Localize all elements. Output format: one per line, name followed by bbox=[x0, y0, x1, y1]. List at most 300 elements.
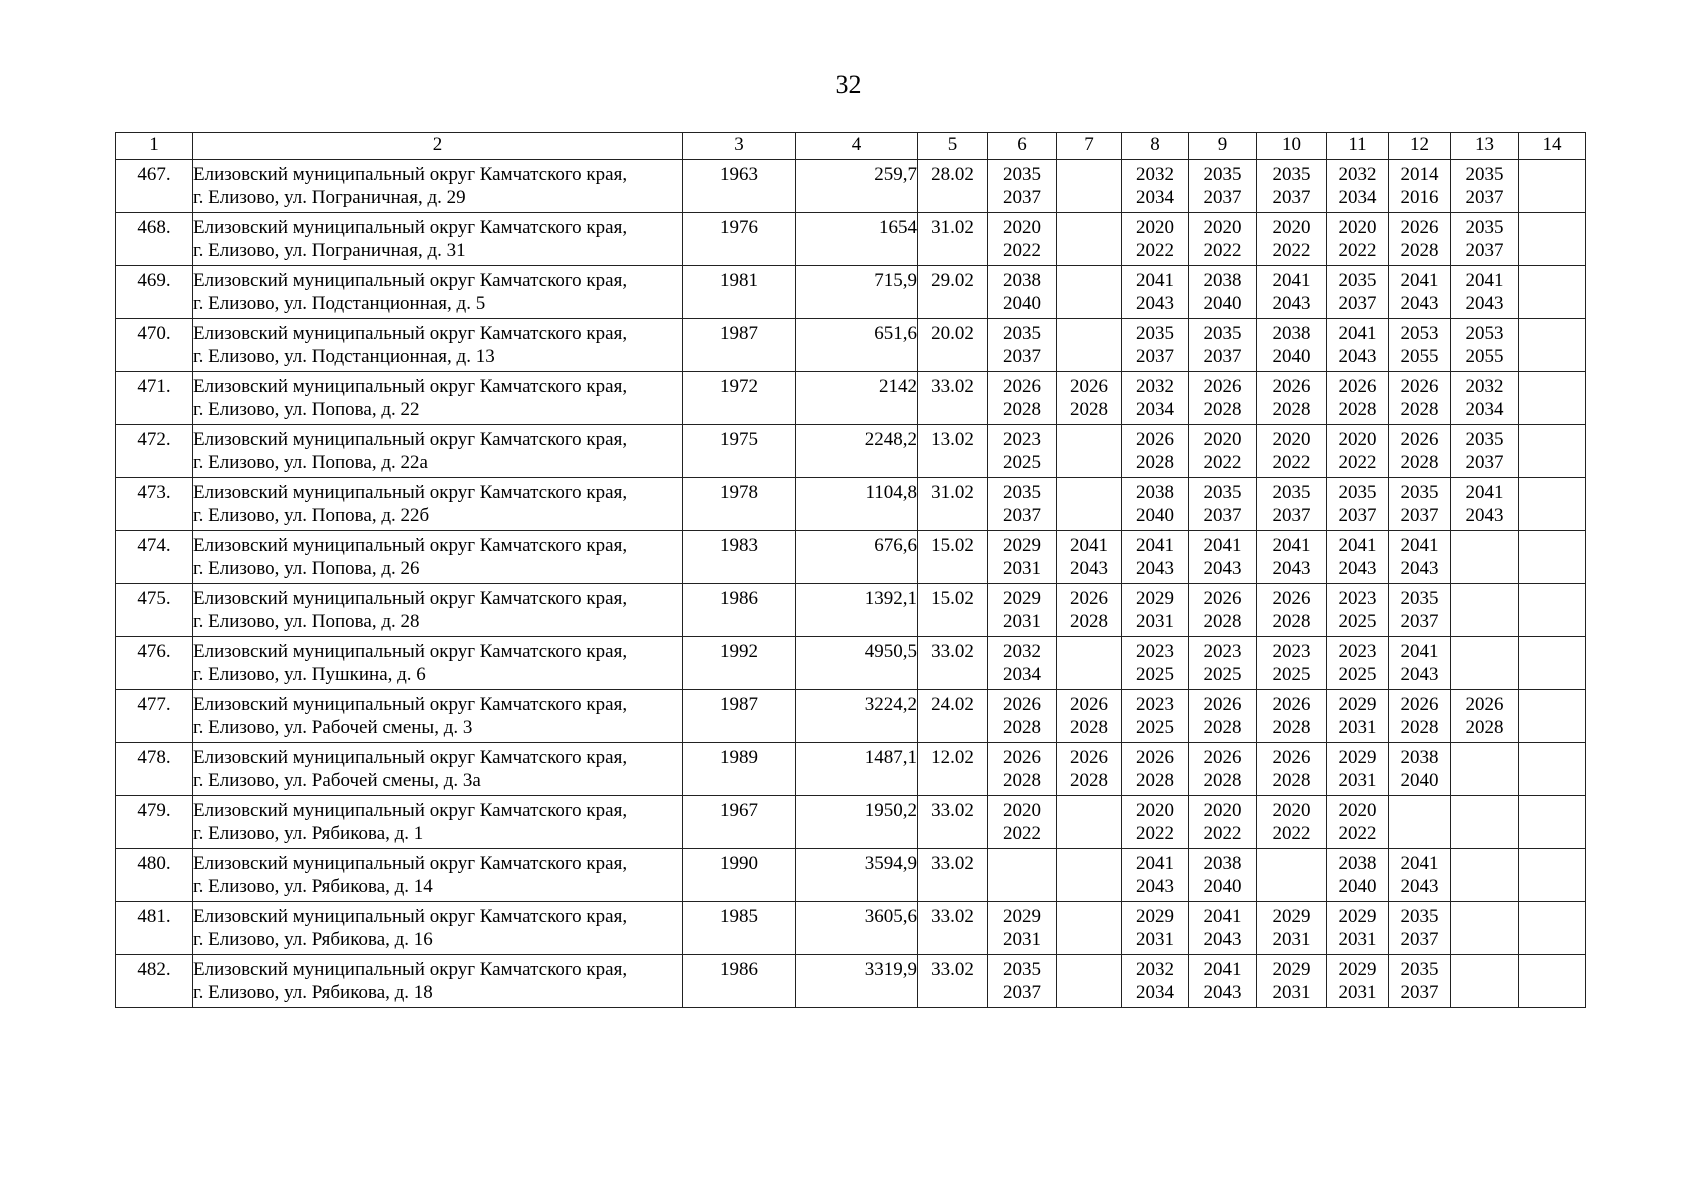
period-cell-c10-line: 2028 bbox=[1272, 770, 1311, 791]
period-cell-c12-line: 2035 bbox=[1400, 588, 1439, 609]
address-cell-line: г. Елизово, ул. Попова, д. 22а bbox=[193, 452, 428, 473]
page-number: 32 bbox=[835, 70, 862, 99]
period-cell-c8 bbox=[1122, 690, 1189, 743]
row-number-cell-line: 471. bbox=[137, 376, 171, 397]
period-cell-c6 bbox=[988, 372, 1057, 425]
table-row bbox=[116, 743, 1586, 796]
period-cell-c11-line: 2031 bbox=[1338, 982, 1377, 1003]
period-cell-c13-line: 2037 bbox=[1465, 240, 1504, 261]
area-cell bbox=[796, 849, 918, 902]
area-cell-line: 3319,9 bbox=[864, 959, 917, 980]
period-cell-c9 bbox=[1189, 637, 1257, 690]
period-cell-c12-line: 2026 bbox=[1400, 429, 1439, 450]
period-cell-c9 bbox=[1189, 902, 1257, 955]
address-cell-line: Елизовский муниципальный округ Камчатского края, bbox=[193, 641, 628, 662]
period-cell-c11 bbox=[1327, 796, 1389, 849]
address-cell bbox=[193, 902, 683, 955]
period-cell-c6 bbox=[988, 266, 1057, 319]
period-cell-c14 bbox=[1519, 902, 1586, 955]
table-row bbox=[116, 213, 1586, 266]
area-cell bbox=[796, 902, 918, 955]
code-cell-line: 12.02 bbox=[931, 747, 974, 768]
period-cell-c7-line: 2026 bbox=[1070, 747, 1108, 768]
period-cell-c10 bbox=[1257, 637, 1327, 690]
year-built-cell bbox=[683, 902, 796, 955]
period-cell-c10 bbox=[1257, 743, 1327, 796]
period-cell-c11 bbox=[1327, 743, 1389, 796]
period-cell-c14 bbox=[1519, 637, 1586, 690]
period-cell-c11-line: 2031 bbox=[1338, 717, 1377, 738]
period-cell-c7-line: 2028 bbox=[1070, 717, 1108, 738]
code-cell bbox=[918, 266, 988, 319]
column-header: 2 bbox=[193, 133, 683, 160]
period-cell-c12-line: 2028 bbox=[1400, 240, 1439, 261]
year-built-cell bbox=[683, 372, 796, 425]
period-cell-c9-line: 2026 bbox=[1203, 588, 1242, 609]
period-cell-c8 bbox=[1122, 902, 1189, 955]
period-cell-c6-line: 2037 bbox=[1003, 346, 1041, 367]
year-built-cell-line: 1967 bbox=[720, 800, 758, 821]
code-cell bbox=[918, 637, 988, 690]
table-row bbox=[116, 160, 1586, 213]
period-cell-c12-line: 2040 bbox=[1400, 770, 1439, 791]
code-cell bbox=[918, 531, 988, 584]
period-cell-c13-line: 2026 bbox=[1465, 694, 1504, 715]
year-built-cell bbox=[683, 796, 796, 849]
address-cell-line: Елизовский муниципальный округ Камчатского края, bbox=[193, 853, 628, 874]
row-number-cell-line: 480. bbox=[137, 853, 171, 874]
period-cell-c13 bbox=[1451, 160, 1519, 213]
row-number-cell-line: 478. bbox=[137, 747, 171, 768]
area-cell bbox=[796, 637, 918, 690]
period-cell-c10-line: 2028 bbox=[1272, 399, 1311, 420]
period-cell-c12 bbox=[1389, 849, 1451, 902]
period-cell-c11 bbox=[1327, 902, 1389, 955]
area-cell bbox=[796, 319, 918, 372]
table-row bbox=[116, 690, 1586, 743]
period-cell-c11-line: 2026 bbox=[1338, 376, 1377, 397]
address-cell-line: Елизовский муниципальный округ Камчатского края, bbox=[193, 588, 628, 609]
address-cell-line: Елизовский муниципальный округ Камчатского края, bbox=[193, 217, 628, 238]
period-cell-c9-line: 2020 bbox=[1203, 800, 1242, 821]
area-cell-line: 3594,9 bbox=[864, 853, 917, 874]
period-cell-c13-line: 2032 bbox=[1465, 376, 1504, 397]
period-cell-c9-line: 2028 bbox=[1203, 717, 1242, 738]
period-cell-c7 bbox=[1057, 266, 1122, 319]
period-cell-c13-line: 2055 bbox=[1465, 346, 1504, 367]
period-cell-c9-line: 2026 bbox=[1203, 694, 1242, 715]
period-cell-c6 bbox=[988, 902, 1057, 955]
period-cell-c11-line: 2037 bbox=[1338, 505, 1377, 526]
period-cell-c6-line: 2031 bbox=[1003, 558, 1041, 579]
period-cell-c13 bbox=[1451, 372, 1519, 425]
address-cell bbox=[193, 796, 683, 849]
area-cell-line: 1950,2 bbox=[864, 800, 917, 821]
address-cell-line: Елизовский муниципальный округ Камчатского края, bbox=[193, 747, 628, 768]
table-row bbox=[116, 319, 1586, 372]
column-header: 6 bbox=[988, 133, 1057, 160]
period-cell-c6-line: 2035 bbox=[1003, 482, 1041, 503]
period-cell-c9-line: 2028 bbox=[1203, 399, 1242, 420]
year-built-cell bbox=[683, 266, 796, 319]
period-cell-c9-line: 2041 bbox=[1203, 959, 1242, 980]
period-cell-c10-line: 2026 bbox=[1272, 376, 1311, 397]
year-built-cell bbox=[683, 690, 796, 743]
period-cell-c13 bbox=[1451, 319, 1519, 372]
period-cell-c7-line: 2028 bbox=[1070, 611, 1108, 632]
period-cell-c9-line: 2020 bbox=[1203, 429, 1242, 450]
row-number-cell-line: 469. bbox=[137, 270, 171, 291]
row-number-cell-line: 476. bbox=[137, 641, 171, 662]
period-cell-c10 bbox=[1257, 425, 1327, 478]
column-header: 4 bbox=[796, 133, 918, 160]
period-cell-c14 bbox=[1519, 690, 1586, 743]
period-cell-c9-line: 2035 bbox=[1203, 323, 1242, 344]
period-cell-c9-line: 2022 bbox=[1203, 823, 1242, 844]
year-built-cell-line: 1987 bbox=[720, 323, 758, 344]
period-cell-c13 bbox=[1451, 266, 1519, 319]
period-cell-c11 bbox=[1327, 584, 1389, 637]
row-number-cell bbox=[116, 319, 193, 372]
period-cell-c8 bbox=[1122, 849, 1189, 902]
period-cell-c8-line: 2034 bbox=[1136, 982, 1174, 1003]
period-cell-c7 bbox=[1057, 637, 1122, 690]
address-cell bbox=[193, 584, 683, 637]
period-cell-c12 bbox=[1389, 584, 1451, 637]
column-header: 13 bbox=[1451, 133, 1519, 160]
period-cell-c13-line: 2034 bbox=[1465, 399, 1504, 420]
column-header: 8 bbox=[1122, 133, 1189, 160]
period-cell-c12-line: 2043 bbox=[1400, 558, 1439, 579]
period-cell-c10-line: 2022 bbox=[1272, 240, 1311, 261]
housing-register-table bbox=[115, 132, 1586, 1008]
table-row bbox=[116, 266, 1586, 319]
period-cell-c13 bbox=[1451, 531, 1519, 584]
period-cell-c8 bbox=[1122, 213, 1189, 266]
period-cell-c9 bbox=[1189, 690, 1257, 743]
area-cell-line: 259,7 bbox=[874, 164, 917, 185]
period-cell-c11-line: 2032 bbox=[1338, 164, 1377, 185]
period-cell-c12-line: 2041 bbox=[1400, 641, 1439, 662]
period-cell-c9 bbox=[1189, 372, 1257, 425]
period-cell-c11-line: 2025 bbox=[1338, 664, 1377, 685]
period-cell-c13-line: 2043 bbox=[1465, 505, 1504, 526]
period-cell-c6-line: 2028 bbox=[1003, 770, 1041, 791]
period-cell-c10-line: 2031 bbox=[1272, 982, 1311, 1003]
period-cell-c8-line: 2034 bbox=[1136, 187, 1174, 208]
period-cell-c11-line: 2023 bbox=[1338, 641, 1377, 662]
period-cell-c7-line: 2041 bbox=[1070, 535, 1108, 556]
period-cell-c12 bbox=[1389, 478, 1451, 531]
period-cell-c8-line: 2029 bbox=[1136, 588, 1174, 609]
period-cell-c9-line: 2037 bbox=[1203, 346, 1242, 367]
period-cell-c13-line: 2035 bbox=[1465, 164, 1504, 185]
address-cell-line: г. Елизово, ул. Пограничная, д. 31 bbox=[193, 240, 466, 261]
address-cell bbox=[193, 955, 683, 1008]
period-cell-c11-line: 2035 bbox=[1338, 270, 1377, 291]
period-cell-c6-line: 2035 bbox=[1003, 164, 1041, 185]
period-cell-c12-line: 2037 bbox=[1400, 929, 1439, 950]
row-number-cell bbox=[116, 955, 193, 1008]
year-built-cell-line: 1987 bbox=[720, 694, 758, 715]
period-cell-c12-line: 2041 bbox=[1400, 535, 1439, 556]
period-cell-c11-line: 2025 bbox=[1338, 611, 1377, 632]
period-cell-c9-line: 2043 bbox=[1203, 982, 1242, 1003]
period-cell-c14 bbox=[1519, 796, 1586, 849]
area-cell bbox=[796, 743, 918, 796]
period-cell-c9-line: 2043 bbox=[1203, 929, 1242, 950]
year-built-cell-line: 1990 bbox=[720, 853, 758, 874]
period-cell-c12 bbox=[1389, 266, 1451, 319]
period-cell-c8 bbox=[1122, 637, 1189, 690]
row-number-cell-line: 473. bbox=[137, 482, 171, 503]
period-cell-c12-line: 2035 bbox=[1400, 482, 1439, 503]
column-header: 10 bbox=[1257, 133, 1327, 160]
row-number-cell bbox=[116, 478, 193, 531]
period-cell-c8-line: 2034 bbox=[1136, 399, 1174, 420]
address-cell-line: г. Елизово, ул. Попова, д. 26 bbox=[193, 558, 420, 579]
address-cell bbox=[193, 637, 683, 690]
period-cell-c10 bbox=[1257, 584, 1327, 637]
period-cell-c7 bbox=[1057, 425, 1122, 478]
period-cell-c13 bbox=[1451, 478, 1519, 531]
period-cell-c9-line: 2038 bbox=[1203, 853, 1242, 874]
period-cell-c12-line: 2035 bbox=[1400, 959, 1439, 980]
period-cell-c12 bbox=[1389, 372, 1451, 425]
period-cell-c12-line: 2028 bbox=[1400, 399, 1439, 420]
period-cell-c6-line: 2026 bbox=[1003, 747, 1041, 768]
period-cell-c11 bbox=[1327, 372, 1389, 425]
area-cell-line: 3224,2 bbox=[864, 694, 917, 715]
period-cell-c8 bbox=[1122, 478, 1189, 531]
period-cell-c9 bbox=[1189, 743, 1257, 796]
period-cell-c10-line: 2043 bbox=[1272, 558, 1311, 579]
column-header: 14 bbox=[1519, 133, 1586, 160]
row-number-cell bbox=[116, 690, 193, 743]
period-cell-c10-line: 2022 bbox=[1272, 452, 1311, 473]
code-cell-line: 33.02 bbox=[931, 800, 974, 821]
period-cell-c6-line: 2029 bbox=[1003, 535, 1041, 556]
period-cell-c9 bbox=[1189, 160, 1257, 213]
period-cell-c7 bbox=[1057, 584, 1122, 637]
period-cell-c10-line: 2041 bbox=[1272, 535, 1311, 556]
period-cell-c9-line: 2040 bbox=[1203, 293, 1242, 314]
row-number-cell bbox=[116, 531, 193, 584]
period-cell-c6-line: 2026 bbox=[1003, 376, 1041, 397]
row-number-cell-line: 479. bbox=[137, 800, 171, 821]
code-cell-line: 33.02 bbox=[931, 906, 974, 927]
period-cell-c6-line: 2020 bbox=[1003, 800, 1041, 821]
period-cell-c8-line: 2023 bbox=[1136, 641, 1174, 662]
period-cell-c6 bbox=[988, 796, 1057, 849]
period-cell-c8-line: 2043 bbox=[1136, 876, 1174, 897]
period-cell-c7 bbox=[1057, 319, 1122, 372]
period-cell-c8-line: 2040 bbox=[1136, 505, 1174, 526]
row-number-cell-line: 467. bbox=[137, 164, 171, 185]
period-cell-c14 bbox=[1519, 319, 1586, 372]
period-cell-c12-line: 2035 bbox=[1400, 906, 1439, 927]
code-cell-line: 33.02 bbox=[931, 853, 974, 874]
period-cell-c8-line: 2032 bbox=[1136, 959, 1174, 980]
period-cell-c11-line: 2022 bbox=[1338, 240, 1377, 261]
address-cell bbox=[193, 531, 683, 584]
period-cell-c7-line: 2043 bbox=[1070, 558, 1108, 579]
address-cell-line: Елизовский муниципальный округ Камчатского края, bbox=[193, 270, 628, 291]
period-cell-c8 bbox=[1122, 743, 1189, 796]
period-cell-c7 bbox=[1057, 372, 1122, 425]
year-built-cell-line: 1992 bbox=[720, 641, 758, 662]
period-cell-c9-line: 2038 bbox=[1203, 270, 1242, 291]
year-built-cell bbox=[683, 743, 796, 796]
code-cell bbox=[918, 690, 988, 743]
period-cell-c8-line: 2026 bbox=[1136, 747, 1174, 768]
code-cell bbox=[918, 849, 988, 902]
year-built-cell-line: 1963 bbox=[720, 164, 758, 185]
area-cell-line: 2142 bbox=[879, 376, 917, 397]
period-cell-c9 bbox=[1189, 584, 1257, 637]
period-cell-c13 bbox=[1451, 637, 1519, 690]
period-cell-c11-line: 2041 bbox=[1338, 323, 1377, 344]
period-cell-c10 bbox=[1257, 796, 1327, 849]
period-cell-c8-line: 2020 bbox=[1136, 800, 1174, 821]
period-cell-c9 bbox=[1189, 531, 1257, 584]
period-cell-c6 bbox=[988, 478, 1057, 531]
address-cell-line: Елизовский муниципальный округ Камчатского края, bbox=[193, 535, 628, 556]
address-cell bbox=[193, 690, 683, 743]
code-cell bbox=[918, 319, 988, 372]
period-cell-c6-line: 2023 bbox=[1003, 429, 1041, 450]
area-cell-line: 1654 bbox=[879, 217, 917, 238]
area-cell bbox=[796, 690, 918, 743]
period-cell-c10-line: 2037 bbox=[1272, 187, 1311, 208]
area-cell-line: 1392,1 bbox=[864, 588, 917, 609]
period-cell-c14 bbox=[1519, 743, 1586, 796]
period-cell-c6-line: 2037 bbox=[1003, 982, 1041, 1003]
period-cell-c9-line: 2028 bbox=[1203, 770, 1242, 791]
address-cell-line: г. Елизово, ул. Рабочей смены, д. 3 bbox=[193, 717, 473, 738]
period-cell-c9-line: 2037 bbox=[1203, 187, 1242, 208]
column-header: 9 bbox=[1189, 133, 1257, 160]
period-cell-c11 bbox=[1327, 266, 1389, 319]
period-cell-c10-line: 2020 bbox=[1272, 800, 1311, 821]
period-cell-c11 bbox=[1327, 531, 1389, 584]
period-cell-c8-line: 2041 bbox=[1136, 535, 1174, 556]
period-cell-c8 bbox=[1122, 796, 1189, 849]
period-cell-c10 bbox=[1257, 213, 1327, 266]
row-number-cell bbox=[116, 902, 193, 955]
period-cell-c14 bbox=[1519, 213, 1586, 266]
period-cell-c8-line: 2029 bbox=[1136, 906, 1174, 927]
code-cell bbox=[918, 584, 988, 637]
address-cell-line: г. Елизово, ул. Рабочей смены, д. 3а bbox=[193, 770, 481, 791]
period-cell-c6-line: 2022 bbox=[1003, 240, 1041, 261]
period-cell-c8-line: 2043 bbox=[1136, 558, 1174, 579]
period-cell-c7-line: 2028 bbox=[1070, 399, 1108, 420]
period-cell-c10-line: 2025 bbox=[1272, 664, 1311, 685]
period-cell-c13 bbox=[1451, 743, 1519, 796]
period-cell-c11-line: 2022 bbox=[1338, 452, 1377, 473]
period-cell-c12-line: 2041 bbox=[1400, 270, 1439, 291]
address-cell-line: г. Елизово, ул. Подстанционная, д. 5 bbox=[193, 293, 486, 314]
period-cell-c6-line: 2028 bbox=[1003, 399, 1041, 420]
address-cell-line: г. Елизово, ул. Рябикова, д. 14 bbox=[193, 876, 433, 897]
period-cell-c13 bbox=[1451, 849, 1519, 902]
row-number-cell-line: 468. bbox=[137, 217, 171, 238]
period-cell-c8-line: 2022 bbox=[1136, 240, 1174, 261]
area-cell-line: 715,9 bbox=[874, 270, 917, 291]
period-cell-c10 bbox=[1257, 372, 1327, 425]
period-cell-c10-line: 2026 bbox=[1272, 694, 1311, 715]
period-cell-c8-line: 2025 bbox=[1136, 664, 1174, 685]
period-cell-c6-line: 2032 bbox=[1003, 641, 1041, 662]
period-cell-c12 bbox=[1389, 637, 1451, 690]
address-cell bbox=[193, 743, 683, 796]
period-cell-c10 bbox=[1257, 319, 1327, 372]
year-built-cell bbox=[683, 584, 796, 637]
period-cell-c6-line: 2040 bbox=[1003, 293, 1041, 314]
period-cell-c6 bbox=[988, 637, 1057, 690]
area-cell bbox=[796, 584, 918, 637]
area-cell bbox=[796, 478, 918, 531]
code-cell bbox=[918, 372, 988, 425]
row-number-cell-line: 481. bbox=[137, 906, 171, 927]
year-built-cell-line: 1989 bbox=[720, 747, 758, 768]
address-cell bbox=[193, 319, 683, 372]
period-cell-c10-line: 2035 bbox=[1272, 164, 1311, 185]
period-cell-c14 bbox=[1519, 425, 1586, 478]
period-cell-c8-line: 2026 bbox=[1136, 429, 1174, 450]
year-built-cell bbox=[683, 531, 796, 584]
period-cell-c11-line: 2038 bbox=[1338, 853, 1377, 874]
period-cell-c11 bbox=[1327, 849, 1389, 902]
period-cell-c8-line: 2041 bbox=[1136, 270, 1174, 291]
period-cell-c9-line: 2040 bbox=[1203, 876, 1242, 897]
period-cell-c14 bbox=[1519, 160, 1586, 213]
address-cell bbox=[193, 266, 683, 319]
period-cell-c10-line: 2037 bbox=[1272, 505, 1311, 526]
period-cell-c9 bbox=[1189, 955, 1257, 1008]
code-cell bbox=[918, 425, 988, 478]
period-cell-c12-line: 2043 bbox=[1400, 876, 1439, 897]
period-cell-c11-line: 2031 bbox=[1338, 770, 1377, 791]
period-cell-c7-line: 2028 bbox=[1070, 770, 1108, 791]
area-cell-line: 3605,6 bbox=[864, 906, 917, 927]
table-row bbox=[116, 796, 1586, 849]
column-header: 3 bbox=[683, 133, 796, 160]
period-cell-c11-line: 2022 bbox=[1338, 823, 1377, 844]
row-number-cell bbox=[116, 372, 193, 425]
period-cell-c9 bbox=[1189, 266, 1257, 319]
year-built-cell-line: 1985 bbox=[720, 906, 758, 927]
period-cell-c9-line: 2035 bbox=[1203, 164, 1242, 185]
period-cell-c9-line: 2025 bbox=[1203, 664, 1242, 685]
period-cell-c12-line: 2028 bbox=[1400, 717, 1439, 738]
period-cell-c7-line: 2026 bbox=[1070, 588, 1108, 609]
period-cell-c13-line: 2043 bbox=[1465, 293, 1504, 314]
period-cell-c12-line: 2043 bbox=[1400, 664, 1439, 685]
period-cell-c10-line: 2028 bbox=[1272, 717, 1311, 738]
period-cell-c9-line: 2041 bbox=[1203, 906, 1242, 927]
column-header: 1 bbox=[116, 133, 193, 160]
period-cell-c14 bbox=[1519, 584, 1586, 637]
period-cell-c11-line: 2028 bbox=[1338, 399, 1377, 420]
period-cell-c10-line: 2023 bbox=[1272, 641, 1311, 662]
period-cell-c6-line: 2037 bbox=[1003, 187, 1041, 208]
year-built-cell-line: 1972 bbox=[720, 376, 758, 397]
area-cell bbox=[796, 531, 918, 584]
year-built-cell bbox=[683, 425, 796, 478]
code-cell-line: 24.02 bbox=[931, 694, 974, 715]
